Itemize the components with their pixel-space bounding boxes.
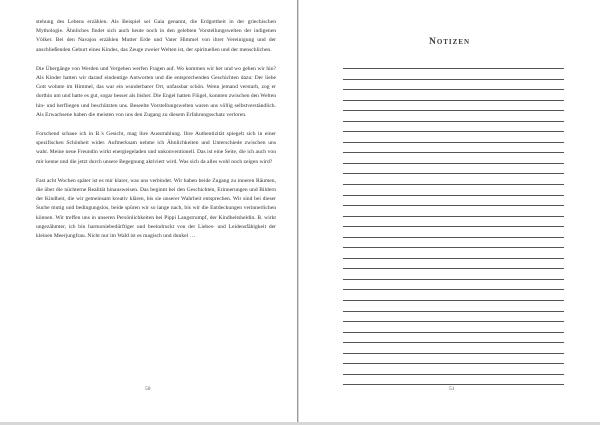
note-line	[343, 226, 564, 227]
note-line	[343, 89, 564, 90]
paragraph: Forschend schaue ich in B.'s Gesicht, mag ihre Ausstrahlung. Ihre Authentizität spiegelt sich in einer spezifischen Schönheit wider. Aufmerksam nehme ich Ähnlichkeiten und Unterschiede zwischen uns wahr. Meine neue Freundin wirkt energiegeladen und unkonventionell. Das ist eine Seite, die ich auch von mir kenne und die jetzt durch unsere Begegnung aktiviert wird. Was sich da alles wohl noch zeigen wird?	[36, 131, 276, 165]
note-line	[343, 142, 564, 143]
right-page	[299, 0, 600, 422]
note-line	[343, 247, 564, 248]
body-text	[36, 18, 276, 251]
note-line	[343, 110, 564, 111]
note-line	[343, 100, 564, 101]
note-line	[343, 353, 564, 354]
note-line	[343, 342, 564, 343]
note-line	[343, 216, 564, 217]
note-line	[343, 163, 564, 164]
note-line	[343, 289, 564, 290]
note-line	[343, 195, 564, 196]
note-line	[343, 332, 564, 333]
note-line	[343, 321, 564, 322]
note-lines	[343, 68, 564, 395]
note-line	[343, 311, 564, 312]
note-line	[343, 79, 564, 80]
note-line	[343, 152, 564, 153]
note-line	[343, 68, 564, 69]
page-number-left: 50	[145, 386, 151, 392]
note-line	[343, 205, 564, 206]
paragraph: Die Übergänge von Werden und Vergehen werfen Fragen auf. Wo kommen wir her und wo gehen wir hin? Als Kinder hatten wir darauf eindeutige Antworten und die entsprechenden Geschichten dazu: Der liebe Gott wohnte im Himmel, das war ein wunderbarer Ort, unfassbar schön. Wenn jemand verstarb, zog er dorthin um und hatte es gut, sogar besser als bisher. Die Engel hatten Flügel, konnten zwischen den Welten hin- und herfliegen und beschützten uns. Beseelte Vorstellungswelten waren uns völlig selbstverständlich. Als Erwachsene haben die meisten von uns den Zugang zu diesem Erfahrungsschatz verloren.	[36, 65, 276, 118]
left-page	[0, 0, 298, 422]
note-line	[343, 131, 564, 132]
note-line	[343, 121, 564, 122]
note-line	[343, 184, 564, 185]
note-line	[343, 300, 564, 301]
note-line	[343, 173, 564, 174]
note-line	[343, 268, 564, 269]
page-number-right: 51	[449, 386, 455, 392]
note-line	[343, 279, 564, 280]
paragraph: Fast acht Wochen später ist es mir klarer, was uns verbindet. Wir haben beide Zugang zu inneren Räumen, die über die nüchterne Realität hinausweisen. Das beginnt bei den Geschichten, Erinnerungen und Bildern der Kindheit, die wir gemeinsam kreativ klären, bis sie unserer Wahrheit entsprechen. Wir sind bei dieser Suche mutig und bedingungslos, beide spüren wir so lange nach, bis wir die Entdeckungen verinnerlichen können. Wir treffen uns in unseren Persönlichkeiten bei Pippi Langstrumpf, der Kindheitsheldin. B. wirkt ungezähmter, ich bin harmoniebedürftiger und beeindruckt von der Liebes- und Leidensfähigkeit der kleinen Meerjungfrau. Nicht nur im Wald ist es magisch und dunkel …	[36, 177, 276, 240]
note-line	[343, 363, 564, 364]
notes-title: Notizen	[428, 37, 471, 47]
paragraph: stehung des Lebens erzählen. Als Beispiel sei Gaia genannt, die Erdgottheit in der griechischen Mythologie. Ähnliches findet sich auch heute noch in den gelebten Vorstellungswelten der indigenen Völker. Bei den Navajos erzählen Mutter Erde und Vater Himmel von ihrer Vereinigung und der anschließenden Geburt eines Kindes, das Zeuge zweier Welten ist, der spirituellen und der menschlichen.	[36, 19, 276, 53]
note-line	[343, 374, 564, 375]
note-line	[343, 258, 564, 259]
note-line	[343, 237, 564, 238]
